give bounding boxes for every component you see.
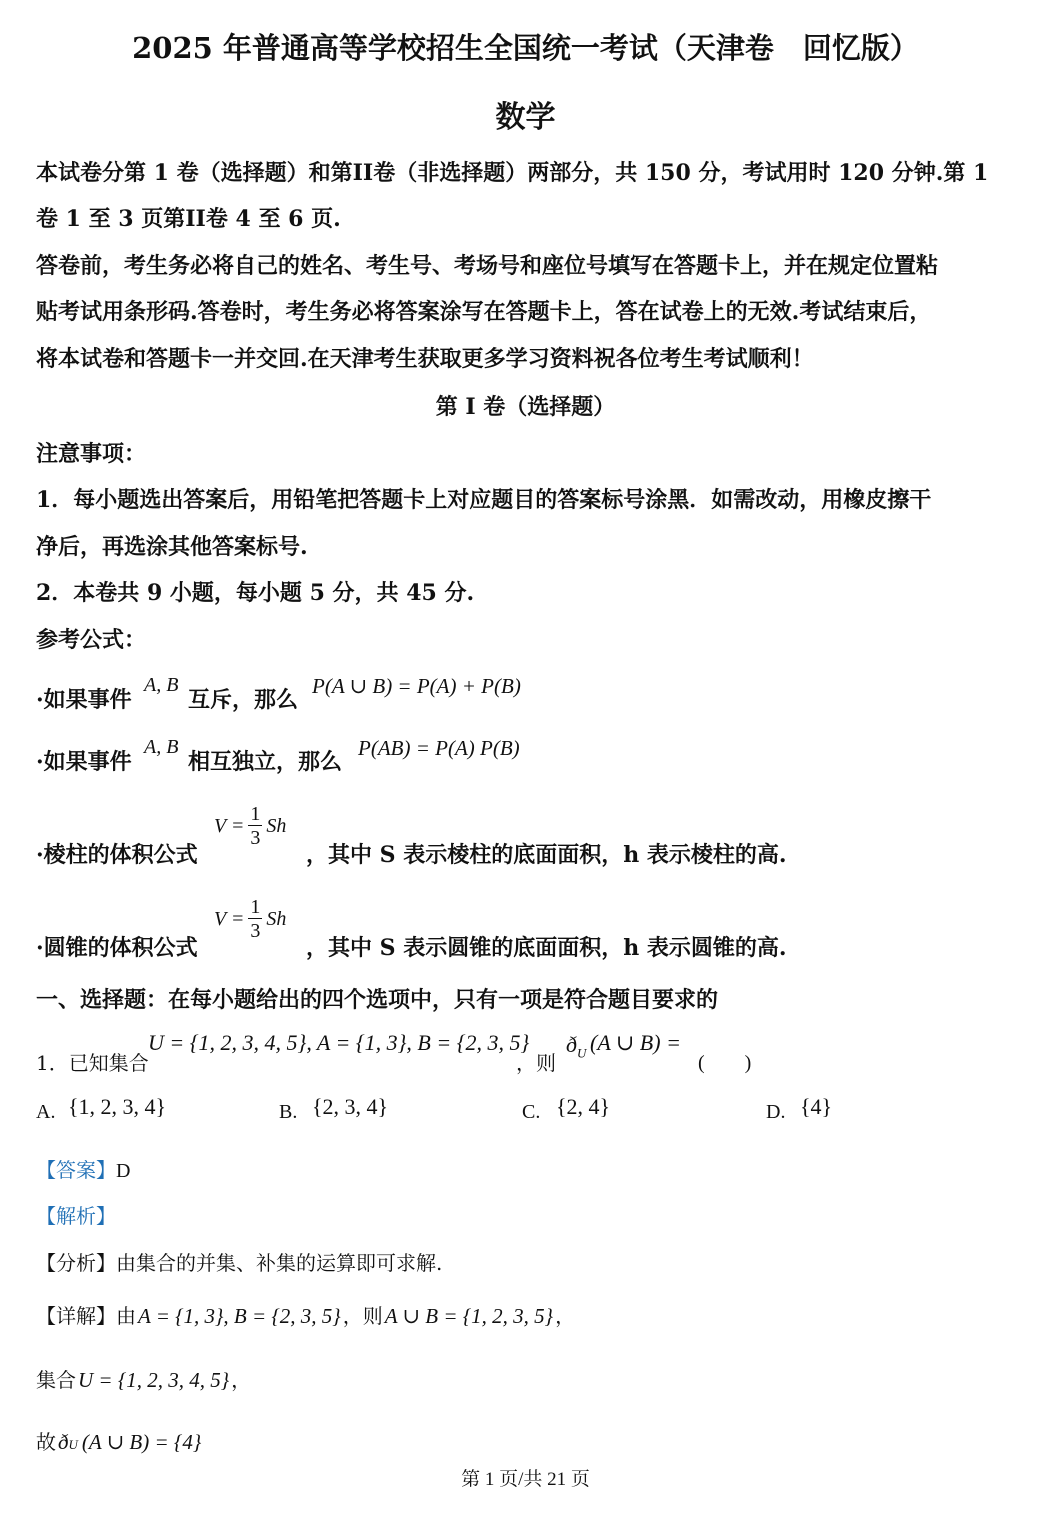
formulas-label: 参考公式： [36, 627, 147, 653]
detail-line-2 [36, 1364, 251, 1393]
intro-line-3: 答卷前，考生务必将自己的姓名、考生号、考场号和座位号填写在答题卡上，并在规定位置粘 [36, 253, 939, 279]
intro-line-5: 将本试卷和答题卡一并交回.在天津考生获取更多学习资料祝各位考生考试顺利！ [36, 346, 814, 372]
fenxi-tag: 【分析】 [36, 1251, 116, 1275]
formula-4-denominator: 3 [250, 920, 261, 942]
question-1-complement-symbol [566, 1032, 586, 1061]
question-1-target-expr: (A ∪ B) = [590, 1030, 681, 1055]
detail-line-3 [36, 1426, 201, 1455]
notes-label: 注意事项： [36, 441, 147, 467]
page-footer: 第 1 页/共 21 页 [461, 1469, 590, 1490]
section-heading: 第 I 卷（选择题） [435, 394, 616, 420]
complement-subscript: U [577, 1045, 587, 1061]
formula-2-vars: A, B [144, 736, 179, 758]
formula-3-lhs: V = [214, 814, 245, 837]
formula-2-expr: P(AB) = P(A) P(B) [358, 736, 520, 760]
detail-pre: 由 [116, 1304, 136, 1328]
line-3-symbol: ð [58, 1430, 69, 1454]
detail-end: ， [555, 1304, 576, 1328]
answer-tag: 【答案】 [36, 1158, 116, 1182]
formula-3-numerator: 1 [250, 803, 261, 825]
question-1-blank: ( ) [698, 1052, 752, 1074]
option-a-value: {1, 2, 3, 4} [68, 1094, 167, 1119]
note-1-line-1: 1．每小题选出答案后，用铅笔把答题卡上对应题目的答案标号涂黑．如需改动，用橡皮擦干 [36, 487, 932, 513]
formula-1-mid: 互斥，那么 [188, 687, 299, 713]
formula-2-prefix: ·如果事件 [36, 749, 132, 775]
formula-3-prefix: ·棱柱的体积公式 [36, 842, 198, 868]
detail-math-2: A ∪ B = {1, 2, 3, 5} [384, 1304, 554, 1328]
formula-4-math [214, 897, 286, 941]
fenxi-text: 由集合的并集、补集的运算即可求解. [116, 1251, 443, 1275]
formula-3-post: ，其中 S 表示棱柱的底面面积，h 表示棱柱的高. [306, 842, 787, 868]
option-a-label: A. [36, 1101, 56, 1123]
detail-math-1: A = {1, 3}, B = {2, 3, 5} [138, 1304, 341, 1328]
question-1-sets: U = {1, 2, 3, 4, 5}, A = {1, 3}, B = {2, 3, 5} [148, 1030, 530, 1055]
option-c-value: {2, 4} [556, 1094, 611, 1119]
formula-4-prefix: ·圆锥的体积公式 [36, 935, 198, 961]
analysis-tag: 【解析】 [36, 1204, 116, 1228]
formula-3-math [214, 804, 286, 848]
formula-3-denominator: 3 [250, 827, 261, 849]
formula-1-expr: P(A ∪ B) = P(A) + P(B) [312, 674, 521, 698]
answer-row [36, 1154, 130, 1183]
option-b-value: {2, 3, 4} [312, 1094, 389, 1119]
intro-line-4: 贴考试用条形码.答卷时，考生务必将答案涂写在答题卡上，答在试卷上的无效.考试结束后， [36, 299, 932, 325]
page-title: 2025 年普通高等学校招生全国统一考试（天津卷 回忆版） [132, 31, 919, 65]
formula-4-rhs: Sh [266, 907, 287, 930]
line-2-math: U = {1, 2, 3, 4, 5} [78, 1368, 230, 1392]
subject-title: 数学 [495, 100, 556, 135]
fenxi-row [36, 1247, 442, 1276]
formula-2-mid: 相互独立，那么 [188, 749, 343, 775]
formula-4-numerator: 1 [250, 896, 261, 918]
intro-line-1: 本试卷分第 1 卷（选择题）和第II卷（非选择题）两部分，共 150 分，考试用时 120 分钟.第 1 [36, 160, 989, 186]
option-c-label: C. [522, 1101, 541, 1123]
line-2-pre: 集合 [36, 1368, 76, 1392]
detail-tag: 【详解】 [36, 1304, 116, 1328]
formula-1-prefix: ·如果事件 [36, 687, 132, 713]
option-d-value: {4} [800, 1094, 833, 1119]
part-1-heading: 一、选择题：在每小题给出的四个选项中，只有一项是符合题目要求的 [36, 987, 719, 1013]
detail-mid: ，则 [342, 1304, 383, 1328]
line-3-subscript: U [68, 1437, 78, 1452]
complement-symbol: ð [566, 1032, 577, 1057]
formula-4-lhs: V = [214, 907, 245, 930]
intro-line-2: 卷 1 至 3 页第II卷 4 至 6 页. [36, 206, 341, 232]
formula-1-vars: A, B [144, 674, 179, 696]
option-b-label: B. [279, 1101, 298, 1123]
formula-3-rhs: Sh [266, 814, 287, 837]
formula-3-fraction [248, 804, 262, 848]
formula-4-fraction [248, 897, 262, 941]
line-3-pre: 故 [36, 1430, 56, 1454]
formula-4-post: ，其中 S 表示圆锥的底面面积，h 表示圆锥的高. [306, 935, 787, 961]
question-1-prefix: 1．已知集合 [36, 1051, 149, 1075]
detail-row [36, 1300, 575, 1329]
question-1-then: ，则 [516, 1051, 556, 1075]
note-1-line-2: 净后，再选涂其他答案标号. [36, 534, 308, 560]
option-d-label: D. [766, 1101, 786, 1123]
note-2: 2．本卷共 9 小题，每小题 5 分，共 45 分. [36, 580, 475, 606]
line-3-math: (A ∪ B) = {4} [81, 1430, 202, 1454]
line-2-end: ， [231, 1368, 252, 1392]
answer-value: D [116, 1160, 131, 1182]
